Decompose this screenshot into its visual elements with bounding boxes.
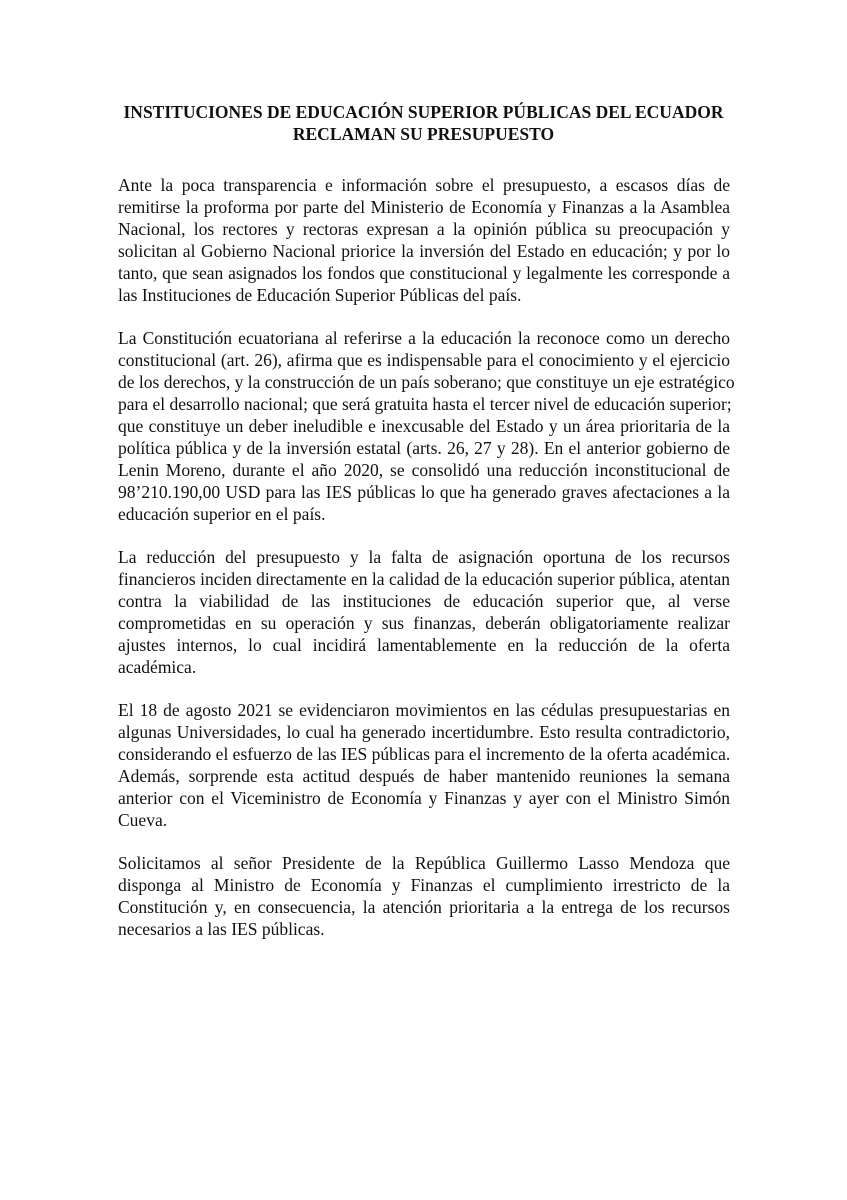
text-line: algunas Universidades, lo cual ha generado incertidumbre. Esto resulta contradictorio, [118, 722, 730, 742]
text-line: académica. [118, 657, 197, 677]
text-line: comprometidas en su operación y sus finanzas, deberán obligatoriamente realizar [118, 613, 730, 633]
document-body [118, 174, 735, 961]
text-line: Solicitamos al señor Presidente de la República Guillermo Lasso Mendoza que [118, 853, 730, 873]
text-line: La reducción del presupuesto y la falta de asignación oportuna de los recursos [118, 547, 730, 567]
paragraph [118, 546, 730, 678]
text-line: Constitución y, en consecuencia, la atención prioritaria a la entrega de los recursos [118, 897, 730, 917]
document-title [100, 101, 747, 145]
title-line: INSTITUCIONES DE EDUCACIÓN SUPERIOR PÚBLICAS DEL ECUADOR [123, 102, 724, 122]
text-line: ajustes internos, lo cual incidirá lamentablemente en la reducción de la oferta [118, 635, 730, 655]
text-line: educación superior en el país. [118, 504, 326, 524]
text-line: La Constitución ecuatoriana al referirse a la educación la reconoce como un derecho [118, 328, 730, 348]
text-line: Además, sorprende esta actitud después de haber mantenido reuniones la semana [118, 766, 730, 786]
text-line: contra la viabilidad de las instituciones de educación superior que, al verse [118, 591, 730, 611]
text-line: las Instituciones de Educación Superior Públicas del país. [118, 285, 522, 305]
text-line: política pública y de la inversión estatal (arts. 26, 27 y 28). En el anterior gobierno de [118, 438, 730, 458]
paragraph [118, 174, 730, 306]
paragraph [118, 852, 730, 940]
paragraph [118, 699, 730, 831]
text-line: tanto, que sean asignados los fondos que constitucional y legalmente les corresponde a [118, 263, 730, 283]
title-line: RECLAMAN SU PRESUPUESTO [292, 124, 555, 144]
paragraph [118, 327, 735, 525]
text-line: Ante la poca transparencia e información sobre el presupuesto, a escasos días de [118, 175, 730, 195]
text-line: disponga al Ministro de Economía y Finanzas el cumplimiento irrestricto de la [118, 875, 730, 895]
text-line: considerando el esfuerzo de las IES públicas para el incremento de la oferta académica. [118, 744, 731, 764]
text-line: Lenin Moreno, durante el año 2020, se consolidó una reducción inconstitucional de [118, 460, 730, 480]
text-line: solicitan al Gobierno Nacional priorice la inversión del Estado en educación; y por lo [118, 241, 730, 261]
text-line: anterior con el Viceministro de Economía y Finanzas y ayer con el Ministro Simón [118, 788, 730, 808]
text-line: El 18 de agosto 2021 se evidenciaron movimientos en las cédulas presupuestarias en [118, 700, 730, 720]
text-line: que constituye un deber ineludible e inexcusable del Estado y un área prioritaria de la [118, 416, 730, 436]
text-line: 98’210.190,00 USD para las IES públicas lo que ha generado graves afectaciones a la [118, 482, 730, 502]
text-line: financieros inciden directamente en la calidad de la educación superior pública, atentan [118, 569, 730, 589]
text-line: constitucional (art. 26), afirma que es indispensable para el conocimiento y el ejercicio [118, 350, 730, 370]
text-line: para el desarrollo nacional; que será gratuita hasta el tercer nivel de educación superior; [118, 394, 732, 414]
text-line: remitirse la proforma por parte del Ministerio de Economía y Finanzas a la Asamblea [118, 197, 730, 217]
text-line: de los derechos, y la construcción de un país soberano; que constituye un eje estratégico [118, 372, 735, 392]
text-line: necesarios a las IES públicas. [118, 919, 325, 939]
text-line: Cueva. [118, 810, 168, 830]
text-line: Nacional, los rectores y rectoras expresan a la opinión pública su preocupación y [118, 219, 730, 239]
